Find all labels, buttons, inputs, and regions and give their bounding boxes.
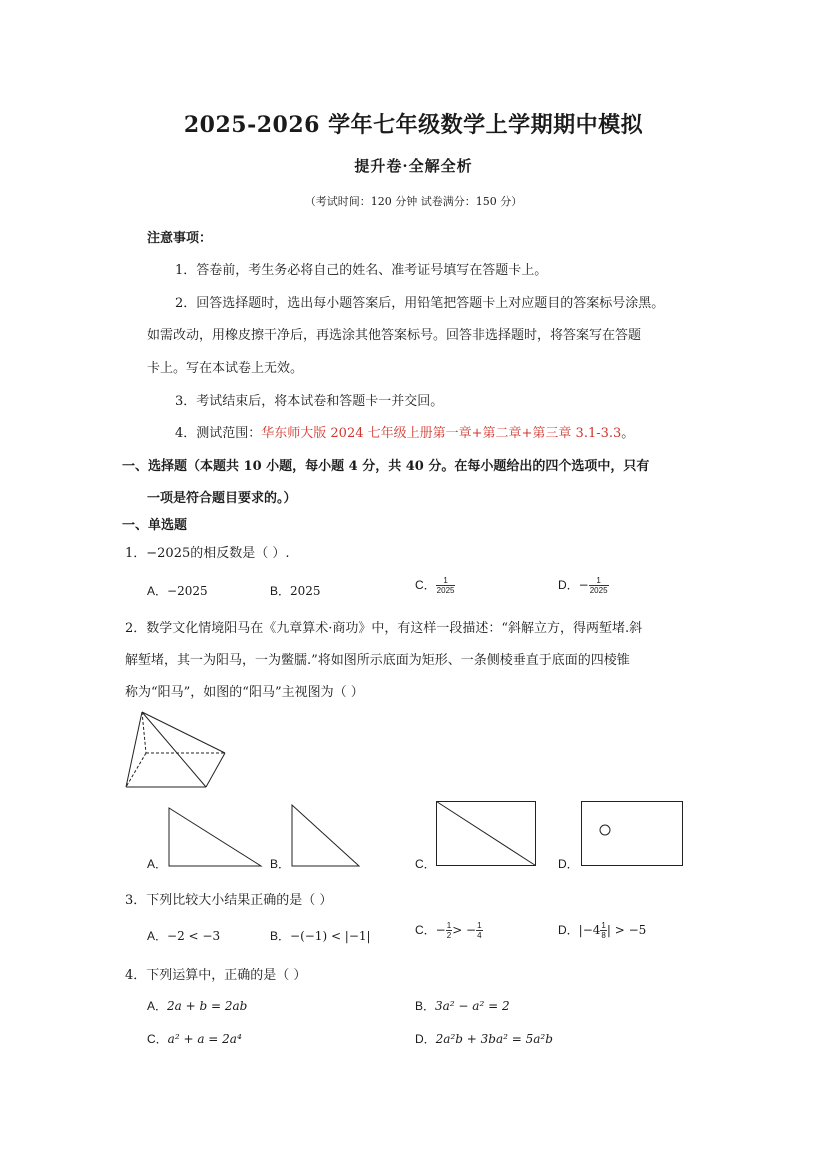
q2-stem-line1: 2．数学文化情境阳马在《九章算术·商功》中，有这样一段描述：“斜解立方，得两堑堵.斜 [125,621,643,636]
note-item-2-line1: 2．回答选择题时，选出每小题答案后，用铅笔把答题卡上对应题目的答案标号涂黑。 [175,296,665,311]
section-heading-line2: 一项是符合题目要求的。） [147,491,297,506]
page-subtitle: 提升卷·全解全析 [354,157,473,175]
notes-heading: 注意事项： [147,231,213,246]
q3-option-b: B．−(−1) < |−1| [270,929,371,943]
q2-option-d-label: D． [558,857,579,871]
note-item-3: 3．考试结束后，将本试卷和答题卡一并交回。 [175,394,444,409]
test-range: 华东师大版 2024 七年级上册第一章+第二章+第三章 3.1-3.3 [261,426,622,441]
section-subheading: 一、单选题 [122,518,188,533]
q4-option-a: A．2a + b = 2ab [147,999,248,1013]
q1-option-b: B．2025 [270,584,321,598]
q1-option-d: D．− $\frac{1}{2025}$ [558,576,608,596]
q2-option-a-label: A． [147,857,168,871]
q3-stem: 3．下列比较大小结果正确的是（ ） [125,893,333,908]
note-item-4 [175,422,634,441]
exam-info: （考试时间：120 分钟 试卷满分：150 分） [304,195,523,208]
note-item-4-suffix: 。 [621,426,635,441]
q2-option-c-label: C． [415,857,436,871]
q2-option-b-label: B． [270,857,291,871]
q4-option-c: C．a² + a = 2a⁴ [147,1032,242,1046]
note-item-2-line2: 如需改动，用橡皮擦干净后，再选涂其他答案标号。回答非选择题时，将答案写在答题 [147,328,642,343]
q3-option-a: A．−2 < −3 [147,929,221,943]
yangma-pyramid-figure [122,710,228,792]
q2-stem-line2: 解堑堵，其一为阳马，一为鳖臑.”将如图所示底面为矩形、一条侧棱垂直于底面的四棱锥 [125,653,630,668]
q2-option-d-figure [581,801,684,867]
section-heading-line1: 一、选择题（本题共 10 小题，每小题 4 分，共 40 分。在每小题给出的四个选项中，只有 [122,459,650,474]
q1-stem: 1．−2025的相反数是（ ）. [125,546,290,561]
note-item-2-line3: 卡上。写在本试卷上无效。 [147,361,304,376]
q4-stem: 4．下列运算中，正确的是（ ） [125,968,307,983]
q2-option-c-figure [436,801,537,867]
q3-option-c: C．− $\frac{1}{2}$ > − $\frac{1}{4}$ [415,921,482,941]
note-item-1: 1．答卷前，考生务必将自己的姓名、准考证号填写在答题卡上。 [175,263,548,278]
q3-option-d: D．|−4 $\frac{1}{8}$ | > −5 [558,921,647,941]
q2-option-a-figure [168,806,263,868]
page-title: 2025-2026 学年七年级数学上学期期中模拟 [183,112,644,138]
q4-option-d: D．2a²b + 3ba² = 5a²b [415,1032,553,1046]
q2-stem-line3: 称为“阳马”，如图的“阳马”主视图为（ ） [125,685,364,700]
q2-option-b-figure [291,803,361,868]
note-item-4-prefix: 4．测试范围： [175,426,262,441]
q1-option-a: A．−2025 [147,584,208,598]
q4-option-b: B．3a² − a² = 2 [415,999,510,1013]
q1-option-c: C． $\frac{1}{2025}$ [415,576,455,596]
